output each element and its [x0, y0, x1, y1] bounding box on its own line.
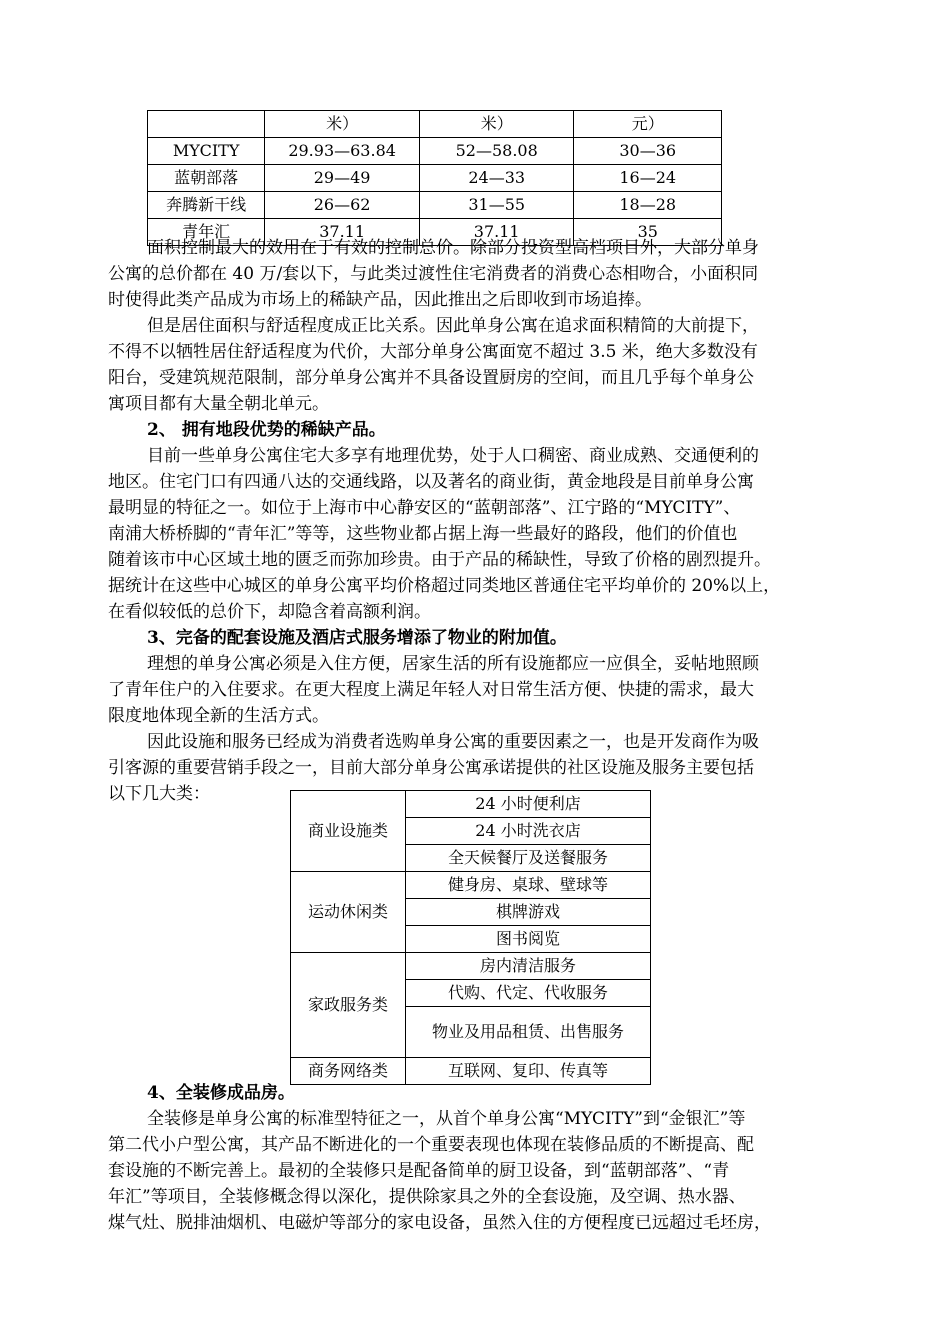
- table-row: [148, 165, 722, 192]
- paragraph-line: 限度地体现全新的生活方式。: [108, 706, 329, 726]
- table-row: [291, 953, 651, 980]
- paragraph-line: 据统计在这些中心城区的单身公寓平均价格超过同类地区普通住宅平均单价的 20%以上，: [108, 576, 781, 596]
- table-cell: 37.11: [265, 219, 420, 246]
- table-cell: 棋牌游戏: [406, 899, 651, 926]
- paragraph-line: 不得不以牺牲居住舒适程度为代价，大部分单身公寓面宽不超过 3.5 米，绝大多数没有: [108, 342, 758, 362]
- table-cell: 米）: [419, 111, 574, 138]
- paragraph-line: 年汇”等项目，全装修概念得以深化，提供除家具之外的全套设施，及空调、热水器、: [108, 1187, 746, 1207]
- section-heading: 2、 拥有地段优势的稀缺产品。: [147, 420, 386, 440]
- paragraph-line: 了青年住户的入住要求。在更大程度上满足年轻人对日常生活方便、快捷的需求，最大: [108, 680, 754, 700]
- facilities-services-table: [290, 790, 651, 1085]
- table-row: [291, 1058, 651, 1085]
- table-cell: 图书阅览: [406, 926, 651, 953]
- table-cell: 30—36: [574, 138, 722, 165]
- table-cell: 24 小时洗衣店: [406, 818, 651, 845]
- apartment-comparison-table: [147, 110, 722, 246]
- table-cell: [148, 111, 265, 138]
- table-cell: 奔腾新干线: [148, 192, 265, 219]
- table-cell: 31—55: [419, 192, 574, 219]
- table-cell: 26—62: [265, 192, 420, 219]
- table-header-row: [148, 111, 722, 138]
- table-cell: 16—24: [574, 165, 722, 192]
- paragraph-line: 公寓的总价都在 40 万/套以下，与此类过渡性住宅消费者的消费心态相吻合，小面积同: [108, 264, 759, 284]
- table-cell: 18—28: [574, 192, 722, 219]
- table-cell: 蓝朝部落: [148, 165, 265, 192]
- paragraph-line: 目前一些单身公寓住宅大多享有地理优势，处于人口稠密、商业成熟、交通便利的: [147, 446, 759, 466]
- paragraph-line: 最明显的特征之一。如位于上海市中心静安区的“蓝朝部落”、江宁路的“MYCITY”、: [108, 498, 741, 518]
- paragraph-line: 套设施的不断完善上。最初的全装修只是配备简单的厨卫设备，到“蓝朝部落”、“青: [108, 1161, 730, 1181]
- table-cell: 52—58.08: [419, 138, 574, 165]
- table-cell: 29.93—63.84: [265, 138, 420, 165]
- table-cell: 29—49: [265, 165, 420, 192]
- section-heading: 3、完备的配套设施及酒店式服务增添了物业的附加值。: [147, 628, 567, 648]
- table-row: [291, 791, 651, 818]
- category-cell: 家政服务类: [291, 953, 406, 1058]
- paragraph-line: 理想的单身公寓必须是入住方便，居家生活的所有设施都应一应俱全，妥帖地照顾: [147, 654, 759, 674]
- paragraph-line: 在看似较低的总价下，却隐含着高额利润。: [108, 602, 431, 622]
- paragraph-line: 地区。住宅门口有四通八达的交通线路，以及著名的商业街，黄金地段是目前单身公寓: [108, 472, 754, 492]
- category-cell: 运动休闲类: [291, 872, 406, 953]
- table-cell: 24—33: [419, 165, 574, 192]
- section-heading: 4、全装修成品房。: [147, 1083, 295, 1103]
- category-cell: 商业设施类: [291, 791, 406, 872]
- paragraph-line: 时使得此类产品成为市场上的稀缺产品，因此推出之后即收到市场追捧。: [108, 290, 652, 310]
- paragraph-line: 第二代小户型公寓，其产品不断进化的一个重要表现也体现在装修品质的不断提高、配: [108, 1135, 754, 1155]
- table-cell: 35: [574, 219, 722, 246]
- paragraph-line: 阳台，受建筑规范限制，部分单身公寓并不具备设置厨房的空间，而且几乎每个单身公: [108, 368, 754, 388]
- table-cell: 全天候餐厅及送餐服务: [406, 845, 651, 872]
- paragraph-line: 以下几大类：: [108, 784, 210, 804]
- table-cell: 物业及用品租赁、出售服务: [406, 1007, 651, 1058]
- table-cell: MYCITY: [148, 138, 265, 165]
- table-row: [291, 872, 651, 899]
- table-cell: 互联网、复印、传真等: [406, 1058, 651, 1085]
- table-cell: 代购、代定、代收服务: [406, 980, 651, 1007]
- category-cell: 商务网络类: [291, 1058, 406, 1085]
- table-cell: 青年汇: [148, 219, 265, 246]
- table-cell: 房内清洁服务: [406, 953, 651, 980]
- table-cell: 24 小时便利店: [406, 791, 651, 818]
- paragraph-line: 引客源的重要营销手段之一，目前大部分单身公寓承诺提供的社区设施及服务主要包括: [108, 758, 754, 778]
- table-cell: 37.11: [419, 219, 574, 246]
- paragraph-line: 南浦大桥桥脚的“青年汇”等等，这些物业都占据上海一些最好的路段，他们的价值也: [108, 524, 738, 544]
- table-cell: 健身房、桌球、壁球等: [406, 872, 651, 899]
- paragraph-line: 因此设施和服务已经成为消费者选购单身公寓的重要因素之一，也是开发商作为吸: [147, 732, 759, 752]
- table-row: [148, 192, 722, 219]
- paragraph-line: 面积控制最大的效用在于有效的控制总价。除部分投资型高档项目外，大部分单身: [147, 238, 759, 258]
- table-cell: 元）: [574, 111, 722, 138]
- paragraph-line: 煤气灶、脱排油烟机、电磁炉等部分的家电设备，虽然入住的方便程度已远超过毛坯房，: [108, 1213, 771, 1233]
- paragraph-line: 全装修是单身公寓的标准型特征之一，从首个单身公寓“MYCITY”到“金银汇”等: [147, 1109, 746, 1129]
- paragraph-line: 寓项目都有大量全朝北单元。: [108, 394, 329, 414]
- paragraph-line: 随着该市中心区域土地的匮乏而弥加珍贵。由于产品的稀缺性，导致了价格的剧烈提升。: [108, 550, 771, 570]
- table-cell: 米）: [265, 111, 420, 138]
- paragraph-line: 但是居住面积与舒适程度成正比关系。因此单身公寓在追求面积精简的大前提下，: [147, 316, 759, 336]
- table-row: [148, 138, 722, 165]
